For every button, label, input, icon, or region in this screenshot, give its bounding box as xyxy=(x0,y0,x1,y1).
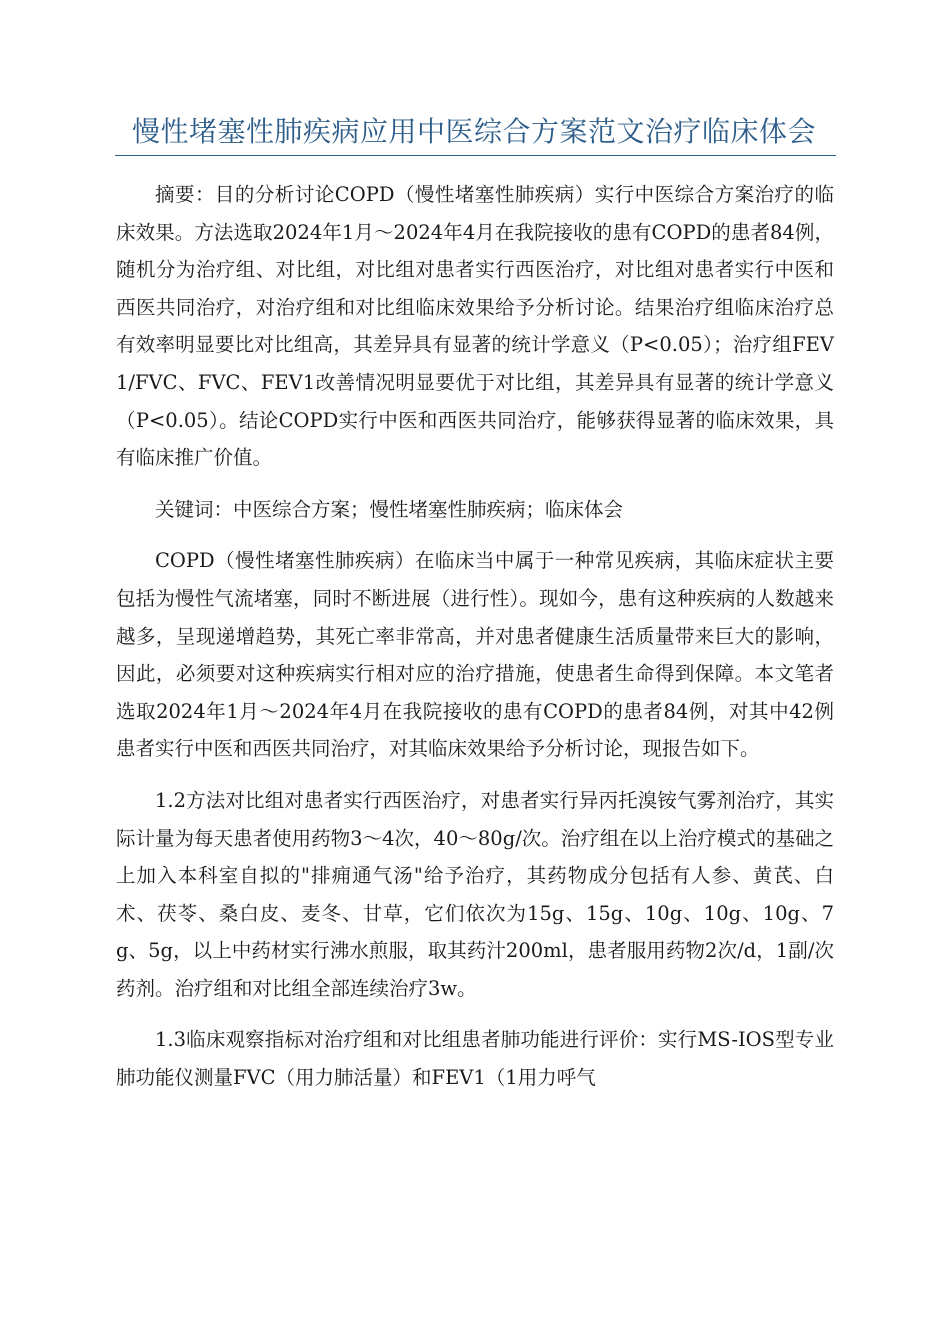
methods-paragraph: 1.2方法对比组对患者实行西医治疗，对患者实行异丙托溴铵气雾剂治疗，其实际计量为每天患者使用药物3～4次，40～80g/次。治疗组在以上治疗模式的基础之上加入本科室自拟的"排痈通气汤"给予治疗，其药物成分包括有人参、黄芪、白术、茯苓、桑白皮、麦冬、甘草，它们依次为15g、15g、10g、10g、10g、7g、5g，以上中药材实行沸水煎服，取其药汁200ml，患者服用药物2次/d，1副/次药剂。治疗组和对比组全部连续治疗3w。 xyxy=(116,788,834,1000)
keywords-paragraph: 关键词：中医综合方案；慢性堵塞性肺疾病；临床体会 xyxy=(155,497,624,521)
document-body xyxy=(116,176,834,1097)
intro-paragraph: COPD（慢性堵塞性肺疾病）在临床当中属于一种常见疾病，其临床症状主要包括为慢性气流堵塞，同时不断进展（进行性）。现如今，患有这种疾病的人数越来越多，呈现递增趋势，其死亡率非常高，并对患者健康生活质量带来巨大的影响，因此，必须要对这种疾病实行相对应的治疗措施，使患者生命得到保障。本文笔者选取2024年1月～2024年4月在我院接收的患有COPD的患者84例，对其中42例患者实行中医和西医共同治疗，对其临床效果给予分析讨论，现报告如下。 xyxy=(116,549,834,761)
document-title: 慢性堵塞性肺疾病应用中医综合方案范文治疗临床体会 xyxy=(131,115,816,148)
observation-paragraph: 1.3临床观察指标对治疗组和对比组患者肺功能进行评价：实行MS-IOS型专业肺功能仪测量FVC（用力肺活量）和FEV1（1用力呼气 xyxy=(116,1028,834,1090)
title-underline xyxy=(115,155,836,156)
abstract-paragraph: 摘要：目的分析讨论COPD（慢性堵塞性肺疾病）实行中医综合方案治疗的临床效果。方法选取2024年1月～2024年4月在我院接收的患有COPD的患者84例，随机分为治疗组、对比组，对比组对患者实行西医治疗，对比组对患者实行中医和西医共同治疗，对治疗组和对比组临床效果给予分析讨论。结果治疗组临床治疗总有效率明显要比对比组高，其差异具有显著的统计学意义（P<0.05）；治疗组FEV1/FVC、FVC、FEV1改善情况明显要优于对比组，其差异具有显著的统计学意义（P<0.05）。结论COPD实行中医和西医共同治疗，能够获得显著的临床效果，具有临床推广价值。 xyxy=(116,183,834,470)
